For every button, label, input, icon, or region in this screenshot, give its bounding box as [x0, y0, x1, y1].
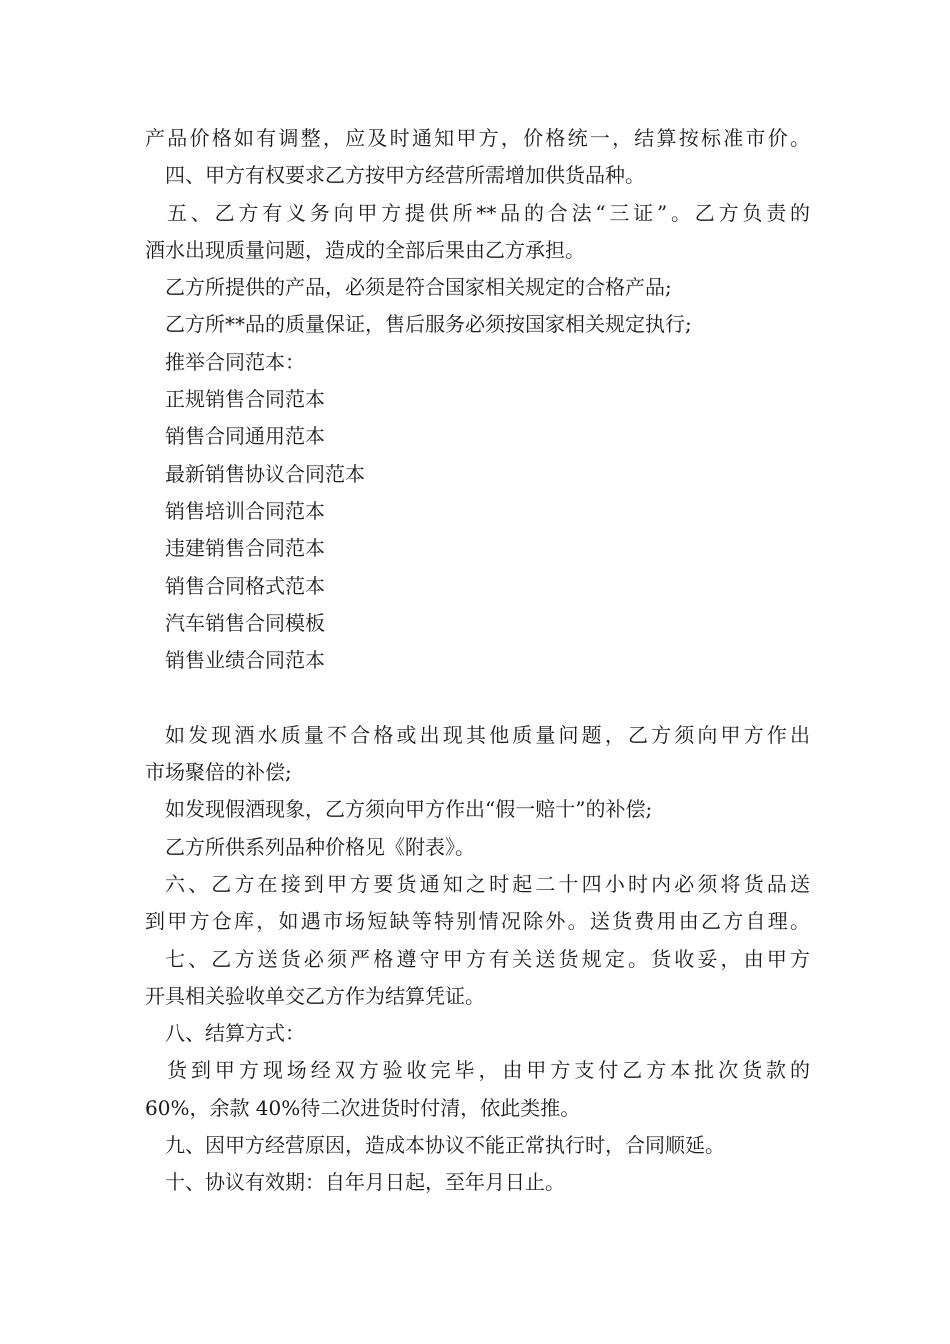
- paragraph-line: 市场聚倍的补偿;: [145, 760, 292, 785]
- paragraph-line: 乙方所供系列品种价格见《附表》。: [165, 834, 475, 859]
- recommend-link-item: 销售业绩合同范本: [165, 648, 325, 673]
- paragraph-line: 如发现酒水质量不合格或出现其他质量问题，乙方须向甲方作出: [165, 722, 810, 747]
- paragraph-line: 酒水出现质量问题，造成的全部后果由乙方承担。: [145, 237, 585, 262]
- recommend-link-item: 汽车销售合同模板: [165, 610, 325, 635]
- paragraph-line: 十、协议有效期：自年月日起，至年月日止。: [165, 1170, 565, 1195]
- document-body: [145, 120, 810, 1202]
- blank-line: [145, 679, 810, 716]
- paragraph-line: 到甲方仓库，如遇市场短缺等特别情况除外。送货费用由乙方自理。: [145, 909, 810, 934]
- paragraph-line: 四、甲方有权要求乙方按甲方经营所需增加供货品种。: [165, 163, 645, 188]
- paragraph-line: 产品价格如有调整，应及时通知甲方，价格统一，结算按标准市价。: [145, 126, 810, 150]
- recommend-link-item: 违建销售合同范本: [165, 536, 325, 561]
- paragraph-line: 六、乙方在接到甲方要货通知之时起二十四小时内必须将货品送: [165, 871, 810, 896]
- recommend-link-item: 正规销售合同范本: [165, 387, 325, 412]
- recommend-link-item: 销售合同格式范本: [165, 573, 325, 598]
- paragraph-line: 开具相关验收单交乙方作为结算凭证。: [145, 983, 485, 1008]
- paragraph-line: 60%，余款 40%待二次进货时付清，依此类推。: [145, 1095, 581, 1120]
- paragraph-line: 乙方所**品的质量保证，售后服务必须按国家相关规定执行;: [165, 312, 692, 337]
- recommend-link-item: 销售培训合同范本: [165, 498, 325, 523]
- paragraph-line: 货到甲方现场经双方验收完毕，由甲方支付乙方本批次货款的: [167, 1058, 810, 1083]
- paragraph-line: 九、因甲方经营原因，造成本协议不能正常执行时，合同顺延。: [165, 1133, 725, 1158]
- recommend-link-item: 销售合同通用范本: [165, 424, 325, 449]
- paragraph-line: 乙方所提供的产品，必须是符合国家相关规定的合格产品;: [165, 275, 672, 300]
- paragraph-line: 五、乙方有义务向甲方提供所**品的合法“三证”。乙方负责的: [167, 200, 810, 225]
- paragraph-line: 七、乙方送货必须严格遵守甲方有关送货规定。货收妥，由甲方: [165, 946, 810, 971]
- paragraph-line: 八、结算方式：: [165, 1021, 305, 1046]
- recommend-link-item: 最新销售协议合同范本: [165, 461, 365, 486]
- recommend-heading: 推举合同范本：: [165, 349, 305, 374]
- paragraph-line: 如发现假酒现象，乙方须向甲方作出“假一赔十”的补偿;: [165, 797, 653, 822]
